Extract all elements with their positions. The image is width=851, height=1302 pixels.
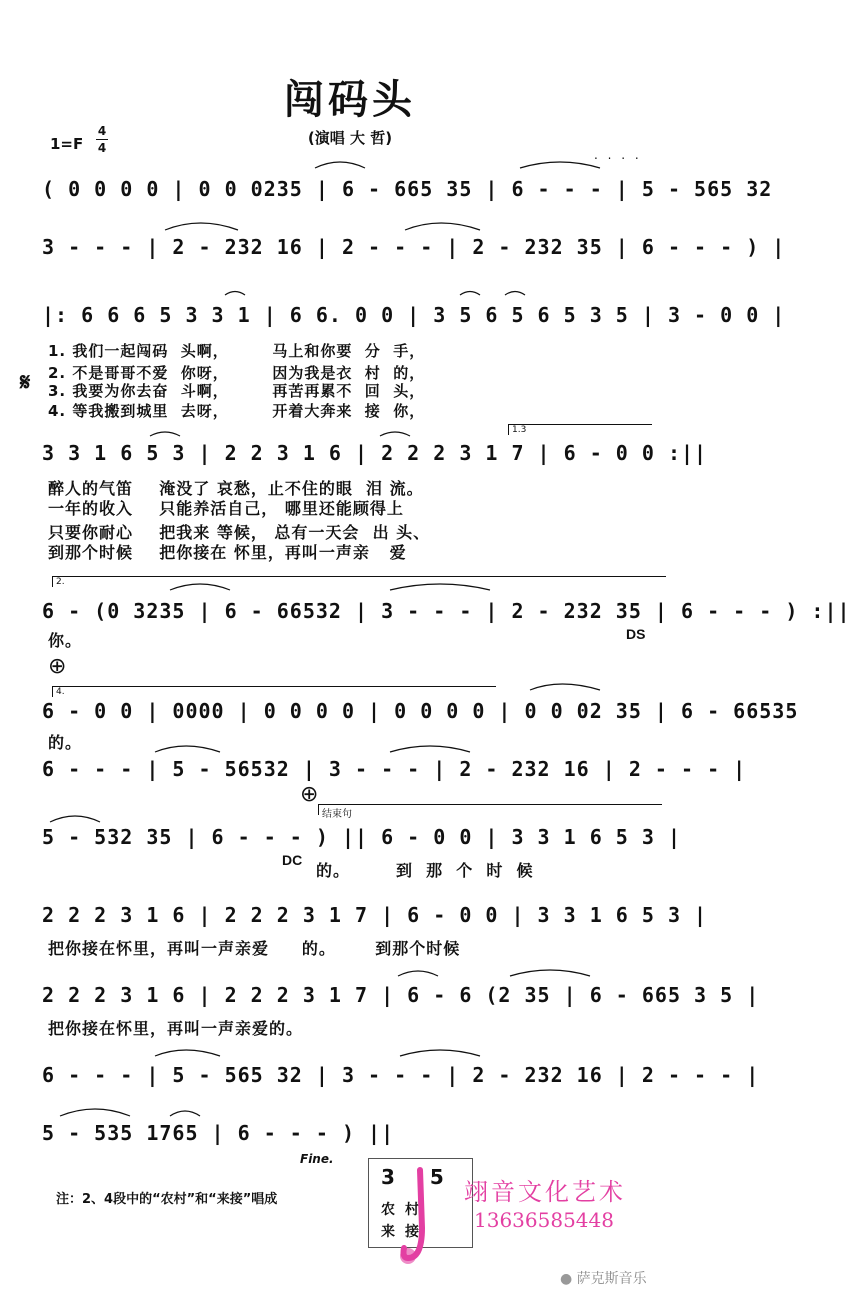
lyric-row-9: 把你接在怀里，再叫一声亲爱 的。 到那个时候 — [48, 939, 461, 958]
staff-row-9: 2 2 2 3 1 6 | 2 2 2 3 1 7 | 6 - 0 0 | 3 3 1 6 5 3 | — [42, 903, 708, 927]
verse-line-1: 1. 我们一起闯码 头啊， 马上和你要 分 手， — [48, 342, 426, 360]
verse-b-line-1: 醉人的气笛 淹没了 哀愁，止不住的眼 泪 流。 — [48, 479, 424, 498]
watermark-phone: 13636585448 — [474, 1208, 614, 1232]
top-dots: . . . . — [594, 148, 642, 162]
staff-row-6: 6 - 0 0 | 0000 | 0 0 0 0 | 0 0 0 0 | 0 0 02 35 | 6 - 66535 — [42, 699, 799, 723]
lyric-ni: 你。 — [48, 631, 83, 650]
staff-row-7: 6 - - - | 5 - 56532 | 3 - - - | 2 - 232 16 | 2 - - - | — [42, 757, 747, 781]
song-title: 闯码头 — [284, 77, 416, 123]
ending-bracket: 结束句 — [318, 804, 662, 815]
verse-line-3: 3. 我要为你去奋 斗啊， 再苦再累不 回 头， — [48, 382, 426, 400]
lyric-de-1: 的。 — [48, 733, 83, 752]
verse-line-2: 2. 不是哥哥不爱 你呀， 因为我是衣 村 的， — [48, 364, 426, 382]
staff-row-4: 3 3 1 6 5 3 | 2 2 3 1 6 | 2 2 2 3 1 7 | 6 - 0 0 :|| — [42, 441, 708, 465]
verse-line-4: 4. 等我搬到城里 去呀， 开着大奔来 接 你， — [48, 402, 426, 420]
wechat-source: ● 萨克斯音乐 — [560, 1271, 647, 1287]
fine-mark: Fine. — [300, 1152, 334, 1166]
verse-b-line-4: 到那个时候 把你接在 怀里，再叫一声亲 爱 — [48, 543, 407, 562]
staff-row-2: 3 - - - | 2 - 232 16 | 2 - - - | 2 - 232 35 | 6 - - - ) | — [42, 235, 786, 259]
staff-row-3: |: 6 6 6 5 3 3 1 | 6 6. 0 0 | 3 5 6 5 6 5 3 5 | 3 - 0 0 | — [42, 303, 786, 327]
watermark-name: 翊音文化艺术 — [464, 1178, 626, 1206]
coda-icon: ⊕ — [48, 654, 67, 679]
staff-row-1: ( 0 0 0 0 | 0 0 0235 | 6 - 665 35 | 6 - - - | 5 - 565 32 — [42, 177, 773, 201]
volta-1-3: 1.3 — [508, 424, 652, 435]
volta-2: 2. — [52, 576, 666, 587]
singer-credit: (演唱 大 哲) — [307, 129, 393, 147]
verse-b-line-3: 只要你耐心 把我来 等候， 总有一天会 出 头、 — [48, 523, 431, 542]
volta-4: 4. — [52, 686, 496, 697]
lyric-variant-box: 3 5 农村 来接 — [368, 1158, 473, 1248]
dc-mark: DC — [282, 852, 303, 868]
staff-row-8: 5 - 532 35 | 6 - - - ) || 6 - 0 0 | 3 3 1 6 5 3 | — [42, 825, 682, 849]
staff-row-12: 5 - 535 1765 | 6 - - - ) || — [42, 1121, 395, 1145]
wechat-icon: ● — [560, 1271, 573, 1287]
staff-row-10: 2 2 2 3 1 6 | 2 2 2 3 1 7 | 6 - 6 (2 35 | 6 - 665 3 5 | — [42, 983, 760, 1007]
verse-b-line-2: 一年的收入 只能养活自己， 哪里还能顾得上 — [48, 499, 404, 518]
lyric-row-10: 把你接在怀里，再叫一声亲爱的。 — [48, 1019, 304, 1038]
lyric-de-2: 的。 到 那 个 时 候 — [316, 861, 534, 880]
staff-row-11: 6 - - - | 5 - 565 32 | 3 - - - | 2 - 232 16 | 2 - - - | — [42, 1063, 760, 1087]
segno-icon: 𝄋 — [20, 368, 31, 396]
ds-mark: DS — [626, 626, 646, 642]
key-signature: 1=F — [50, 135, 84, 153]
saxophone-icon — [400, 1168, 436, 1268]
staff-row-5: 6 - (0 3235 | 6 - 66532 | 3 - - - | 2 - 232 35 | 6 - - - ) :|| — [42, 599, 851, 623]
coda-icon-2: ⊕ — [300, 782, 319, 807]
footer-note: 注：2、4段中的“农村”和“来接”唱成 — [56, 1192, 278, 1207]
time-signature: 4 4 — [97, 124, 107, 155]
